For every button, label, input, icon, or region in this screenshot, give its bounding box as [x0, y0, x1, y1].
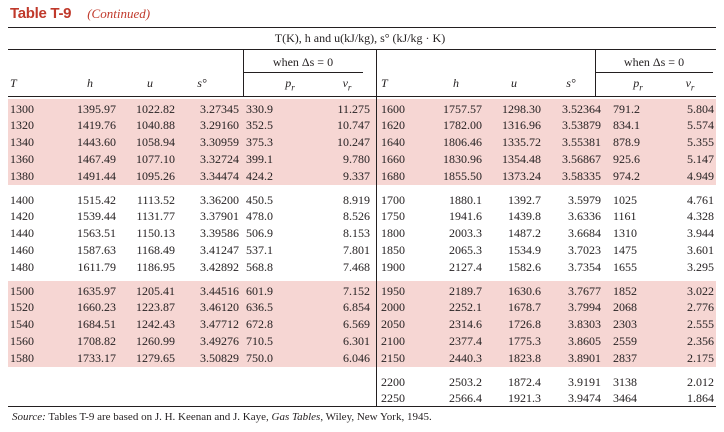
cell-right-u: 1630.6: [508, 283, 541, 298]
cell-left-t: 1460: [10, 242, 34, 257]
cell-right-t: 1640: [381, 135, 405, 150]
cell-left-h: 1660.23: [77, 300, 116, 315]
header-rule: [8, 96, 716, 97]
cell-left-h: 1684.51: [77, 317, 116, 332]
cell-left-s: 3.49276: [200, 333, 239, 348]
cell-right-h: 2440.3: [449, 350, 482, 365]
cell-right-h: 2503.2: [449, 374, 482, 389]
col-header-left-s: s°: [197, 76, 207, 90]
cell-left-s: 3.42892: [200, 259, 239, 274]
cell-left-s: 3.46120: [200, 300, 239, 315]
cell-left-h: 1467.49: [77, 151, 116, 166]
cell-left-pr: 399.1: [246, 151, 273, 166]
cell-right-u: 1582.6: [508, 259, 541, 274]
cell-left-h: 1611.79: [77, 259, 116, 274]
cell-left-pr: 330.9: [246, 101, 273, 116]
cell-left-h: 1395.97: [77, 101, 116, 116]
cell-right-pr: 3464: [613, 391, 637, 406]
cell-right-h: 2127.4: [449, 259, 482, 274]
col-header-right-s: s°: [566, 76, 576, 90]
cell-right-s: 3.8303: [568, 317, 601, 332]
cell-right-u: 1872.4: [508, 374, 541, 389]
cell-right-pr: 1475: [613, 242, 637, 257]
cell-left-u: 1186.95: [136, 259, 175, 274]
cell-right-vr: 5.804: [687, 101, 714, 116]
cell-left-t: 1500: [10, 283, 34, 298]
cell-left-pr: 375.3: [246, 135, 273, 150]
cell-right-s: 3.9474: [568, 391, 601, 406]
cell-right-t: 1680: [381, 168, 405, 183]
cell-right-vr: 2.012: [687, 374, 714, 389]
cell-right-pr: 2559: [613, 333, 637, 348]
cell-left-pr: 710.5: [246, 333, 273, 348]
cell-left-vr: 9.780: [343, 151, 370, 166]
col-header-right-pr: $p_r$: [633, 76, 643, 93]
cell-right-vr: 5.147: [687, 151, 714, 166]
cell-right-u: 1534.9: [508, 242, 541, 257]
units-rule: [8, 49, 716, 50]
col-header-left-t: T: [10, 76, 17, 90]
col-header-left-u: u: [147, 76, 153, 90]
cell-right-vr: 1.864: [687, 391, 714, 406]
cell-left-vr: 8.153: [343, 226, 370, 241]
cell-left-u: 1040.88: [136, 118, 175, 133]
cell-left-vr: 11.275: [337, 101, 370, 116]
cell-right-s: 3.8605: [568, 333, 601, 348]
cell-left-pr: 352.5: [246, 118, 273, 133]
top-rule: [8, 27, 716, 28]
cell-left-h: 1515.42: [77, 192, 116, 207]
cell-right-s: 3.53879: [562, 118, 601, 133]
when-label-left: when Δs = 0: [243, 55, 363, 70]
cell-right-u: 1487.2: [508, 226, 541, 241]
bottom-rule: [8, 406, 716, 407]
cell-right-u: 1354.48: [502, 151, 541, 166]
cell-right-h: 2003.3: [449, 226, 482, 241]
cell-left-u: 1113.52: [136, 192, 175, 207]
cell-right-vr: 5.574: [687, 118, 714, 133]
cell-left-vr: 7.468: [343, 259, 370, 274]
cell-left-pr: 537.1: [246, 242, 273, 257]
cell-left-s: 3.50829: [200, 350, 239, 365]
cell-left-u: 1168.49: [136, 242, 175, 257]
cell-left-u: 1077.10: [136, 151, 175, 166]
cell-left-u: 1022.82: [136, 101, 175, 116]
cell-left-t: 1560: [10, 333, 34, 348]
cell-left-pr: 506.9: [246, 226, 273, 241]
cell-left-u: 1150.13: [136, 226, 175, 241]
cell-left-pr: 636.5: [246, 300, 273, 315]
cell-right-s: 3.6336: [568, 209, 601, 224]
cell-right-t: 1850: [381, 242, 405, 257]
cell-left-t: 1540: [10, 317, 34, 332]
cell-left-t: 1340: [10, 135, 34, 150]
cell-left-pr: 450.5: [246, 192, 273, 207]
cell-left-h: 1443.60: [77, 135, 116, 150]
cell-left-u: 1205.41: [136, 283, 175, 298]
cell-right-u: 1921.3: [508, 391, 541, 406]
cell-left-t: 1580: [10, 350, 34, 365]
cell-right-h: 2252.1: [449, 300, 482, 315]
cell-left-vr: 7.801: [343, 242, 370, 257]
cell-left-vr: 10.247: [337, 135, 370, 150]
cell-left-t: 1380: [10, 168, 34, 183]
col-header-left-h: h: [87, 76, 93, 90]
col-header-left-pr: $p_r$: [285, 76, 295, 93]
cell-right-pr: 834.1: [613, 118, 640, 133]
col-header-right-t: T: [381, 76, 388, 90]
cell-right-u: 1678.7: [508, 300, 541, 315]
cell-right-u: 1298.30: [502, 101, 541, 116]
cell-left-pr: 601.9: [246, 283, 273, 298]
cell-left-pr: 672.8: [246, 317, 273, 332]
cell-left-vr: 8.919: [343, 192, 370, 207]
cell-left-u: 1095.26: [136, 168, 175, 183]
cell-left-vr: 9.337: [343, 168, 370, 183]
cell-left-h: 1733.17: [77, 350, 116, 365]
cell-left-vr: 6.569: [343, 317, 370, 332]
cell-left-s: 3.30959: [200, 135, 239, 150]
cell-right-t: 2200: [381, 374, 405, 389]
cell-right-vr: 5.355: [687, 135, 714, 150]
cell-left-pr: 424.2: [246, 168, 273, 183]
cell-left-s: 3.27345: [200, 101, 239, 116]
cell-right-pr: 974.2: [613, 168, 640, 183]
cell-right-t: 2250: [381, 391, 405, 406]
cell-left-u: 1279.65: [136, 350, 175, 365]
col-header-right-vr: $v_r$: [685, 76, 695, 93]
source-note: Source: Tables T-9 are based on J. H. Keenan and J. Kaye, Gas Tables, Wiley, New York, 1945.: [12, 411, 432, 423]
cell-right-t: 1620: [381, 118, 405, 133]
cell-right-t: 1750: [381, 209, 405, 224]
cell-right-pr: 878.9: [613, 135, 640, 150]
cell-right-s: 3.55381: [562, 135, 601, 150]
cell-right-h: 2566.4: [449, 391, 482, 406]
cell-right-h: 1757.57: [443, 101, 482, 116]
cell-right-pr: 1025: [613, 192, 637, 207]
cell-right-t: 1900: [381, 259, 405, 274]
cell-right-pr: 2837: [613, 350, 637, 365]
cell-left-vr: 8.526: [343, 209, 370, 224]
divider-center: [376, 49, 377, 406]
divider-right-pr: [595, 49, 596, 97]
cell-left-s: 3.41247: [200, 242, 239, 257]
cell-left-pr: 478.0: [246, 209, 273, 224]
cell-right-s: 3.8901: [568, 350, 601, 365]
cell-right-s: 3.5979: [568, 192, 601, 207]
cell-left-h: 1635.97: [77, 283, 116, 298]
cell-left-s: 3.32724: [200, 151, 239, 166]
cell-right-h: 1880.1: [449, 192, 482, 207]
cell-left-h: 1419.76: [77, 118, 116, 133]
cell-right-s: 3.9191: [568, 374, 601, 389]
cell-right-pr: 1655: [613, 259, 637, 274]
cell-left-t: 1440: [10, 226, 34, 241]
cell-right-h: 2314.6: [449, 317, 482, 332]
cell-right-s: 3.7354: [568, 259, 601, 274]
cell-right-pr: 2068: [613, 300, 637, 315]
cell-right-vr: 2.356: [687, 333, 714, 348]
cell-right-h: 1806.46: [443, 135, 482, 150]
cell-right-t: 1600: [381, 101, 405, 116]
cell-right-h: 1830.96: [443, 151, 482, 166]
cell-right-pr: 3138: [613, 374, 637, 389]
cell-right-h: 1941.6: [449, 209, 482, 224]
cell-left-s: 3.29160: [200, 118, 239, 133]
cell-left-u: 1058.94: [136, 135, 175, 150]
col-header-right-h: h: [453, 76, 459, 90]
cell-right-vr: 3.601: [687, 242, 714, 257]
cell-right-h: 2189.7: [449, 283, 482, 298]
cell-right-pr: 925.6: [613, 151, 640, 166]
cell-left-u: 1260.99: [136, 333, 175, 348]
cell-right-u: 1373.24: [502, 168, 541, 183]
cell-right-vr: 2.776: [687, 300, 714, 315]
cell-left-t: 1420: [10, 209, 34, 224]
cell-right-vr: 3.944: [687, 226, 714, 241]
cell-right-t: 2000: [381, 300, 405, 315]
cell-left-s: 3.44516: [200, 283, 239, 298]
cell-left-s: 3.47712: [200, 317, 239, 332]
cell-left-s: 3.39586: [200, 226, 239, 241]
cell-right-vr: 3.295: [687, 259, 714, 274]
cell-left-t: 1320: [10, 118, 34, 133]
cell-left-h: 1587.63: [77, 242, 116, 257]
col-header-right-u: u: [511, 76, 517, 90]
cell-left-h: 1708.82: [77, 333, 116, 348]
cell-right-h: 2065.3: [449, 242, 482, 257]
cell-right-h: 1855.50: [443, 168, 482, 183]
cell-left-h: 1491.44: [77, 168, 116, 183]
cell-left-vr: 6.046: [343, 350, 370, 365]
cell-right-u: 1726.8: [508, 317, 541, 332]
table-title: Table T-9: [10, 5, 72, 22]
when-label-right: when Δs = 0: [595, 55, 713, 70]
cell-left-h: 1539.44: [77, 209, 116, 224]
cell-left-t: 1400: [10, 192, 34, 207]
cell-right-s: 3.56867: [562, 151, 601, 166]
cell-right-vr: 3.022: [687, 283, 714, 298]
cell-right-h: 2377.4: [449, 333, 482, 348]
cell-right-pr: 791.2: [613, 101, 640, 116]
cell-right-t: 2050: [381, 317, 405, 332]
cell-right-t: 2150: [381, 350, 405, 365]
cell-right-vr: 2.175: [687, 350, 714, 365]
cell-right-u: 1823.8: [508, 350, 541, 365]
cell-left-vr: 6.301: [343, 333, 370, 348]
cell-right-u: 1775.3: [508, 333, 541, 348]
cell-left-t: 1520: [10, 300, 34, 315]
cell-right-t: 1660: [381, 151, 405, 166]
cell-right-s: 3.7023: [568, 242, 601, 257]
cell-right-s: 3.58335: [562, 168, 601, 183]
units-line: T(K), h and u(kJ/kg), s° (kJ/kg · K): [274, 31, 446, 45]
cell-left-vr: 10.747: [337, 118, 370, 133]
cell-left-s: 3.36200: [200, 192, 239, 207]
cell-left-s: 3.37901: [200, 209, 239, 224]
cell-left-u: 1223.87: [136, 300, 175, 315]
cell-right-u: 1439.8: [508, 209, 541, 224]
cell-right-s: 3.52364: [562, 101, 601, 116]
cell-left-t: 1360: [10, 151, 34, 166]
col-header-left-vr: $v_r$: [342, 76, 352, 93]
cell-right-h: 1782.00: [443, 118, 482, 133]
cell-left-pr: 750.0: [246, 350, 273, 365]
cell-right-s: 3.6684: [568, 226, 601, 241]
cell-right-pr: 1852: [613, 283, 637, 298]
cell-left-s: 3.34474: [200, 168, 239, 183]
cell-right-t: 2100: [381, 333, 405, 348]
divider-left-pr: [243, 49, 244, 97]
cell-right-pr: 1310: [613, 226, 637, 241]
cell-right-vr: 2.555: [687, 317, 714, 332]
cell-right-s: 3.7994: [568, 300, 601, 315]
cell-left-u: 1242.43: [136, 317, 175, 332]
cell-right-t: 1800: [381, 226, 405, 241]
cell-right-u: 1335.72: [502, 135, 541, 150]
cell-right-vr: 4.328: [687, 209, 714, 224]
cell-right-s: 3.7677: [568, 283, 601, 298]
cell-right-pr: 1161: [613, 209, 637, 224]
cell-right-u: 1316.96: [502, 118, 541, 133]
cell-left-vr: 7.152: [343, 283, 370, 298]
cell-left-t: 1480: [10, 259, 34, 274]
cell-right-pr: 2303: [613, 317, 637, 332]
cell-right-t: 1950: [381, 283, 405, 298]
cell-right-vr: 4.949: [687, 168, 714, 183]
continued-label: (Continued): [87, 6, 151, 21]
cell-right-vr: 4.761: [687, 192, 714, 207]
table-title-row: [10, 5, 150, 25]
cell-right-t: 1700: [381, 192, 405, 207]
cell-left-u: 1131.77: [136, 209, 175, 224]
cell-left-vr: 6.854: [343, 300, 370, 315]
cell-left-pr: 568.8: [246, 259, 273, 274]
cell-right-u: 1392.7: [508, 192, 541, 207]
cell-left-h: 1563.51: [77, 226, 116, 241]
cell-left-t: 1300: [10, 101, 34, 116]
